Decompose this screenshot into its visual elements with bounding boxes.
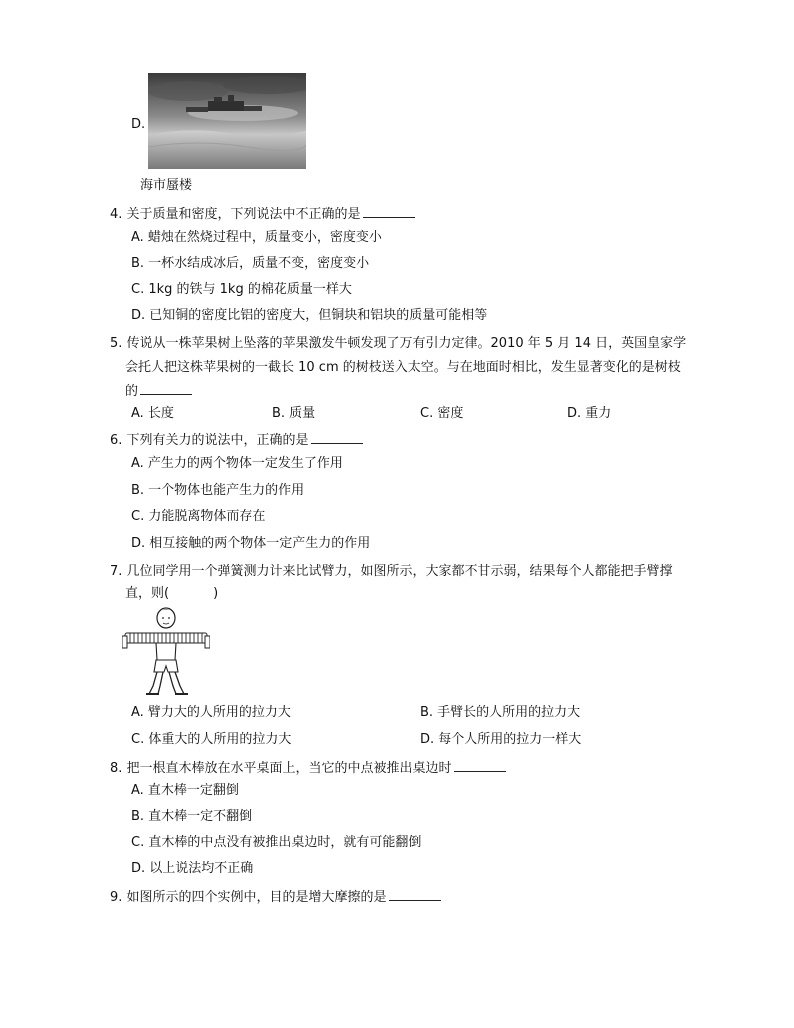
q8-option-b: B. 直木棒一定不翻倒 (131, 809, 253, 824)
q5-stem-line2: 会托人把这株苹果树的一截长 10 cm 的树枝送入太空。与在地面时相比，发生显著变化的是树枝 (125, 360, 681, 375)
q5-option-c: C. 密度 (420, 406, 464, 421)
q3-option-d-label: D. (131, 117, 146, 132)
q4-stem (110, 205, 415, 224)
q7-stem-line2-b: ) (213, 586, 219, 601)
q3-image-caption: 海市蜃楼 (140, 178, 193, 193)
q7-option-c: C. 体重大的人所用的拉力大 (131, 732, 292, 747)
q7-stem-line1: 7. 几位同学用一个弹簧测力计来比试臂力，如图所示，大家都不甘示弱，结果每个人都能把手臂撑 (110, 564, 673, 579)
q8-option-a: A. 直木棒一定翻倒 (131, 783, 239, 798)
q8-stem (110, 759, 506, 778)
mirage-photo (148, 73, 306, 169)
answer-blank (363, 205, 415, 218)
q8-option-d: D. 以上说法均不正确 (131, 861, 254, 876)
q5-stem-line3 (125, 382, 192, 401)
answer-blank (389, 888, 441, 901)
q5-option-d: D. 重力 (567, 406, 612, 421)
q6-option-a: A. 产生力的两个物体一定发生了作用 (131, 456, 343, 471)
q4-option-c: C. 1kg 的铁与 1kg 的棉花质量一样大 (131, 282, 352, 297)
q7-stem-line2 (125, 585, 218, 603)
answer-blank (311, 431, 363, 444)
q7-option-a: A. 臂力大的人所用的拉力大 (131, 705, 291, 720)
q5-stem-line3-text: 的 (125, 384, 139, 399)
answer-blank (454, 759, 506, 772)
q6-option-b: B. 一个物体也能产生力的作用 (131, 483, 305, 498)
q9-stem-text: 9. 如图所示的四个实例中，目的是增大摩擦的是 (110, 890, 387, 905)
q6-stem (110, 431, 363, 450)
q4-option-a: A. 蜡烛在然烧过程中，质量变小，密度变小 (131, 230, 382, 245)
q5-option-a: A. 长度 (131, 406, 174, 421)
q4-stem-text: 4. 关于质量和密度，下列说法中不正确的是 (110, 207, 361, 222)
q7-option-b: B. 手臂长的人所用的拉力大 (420, 705, 581, 720)
q8-stem-text: 8. 把一根直木棒放在水平桌面上，当它的中点被推出桌边时 (110, 761, 452, 776)
q8-option-c: C. 直木棒的中点没有被推出桌边时，就有可能翻倒 (131, 835, 422, 850)
q7-option-d: D. 每个人所用的拉力一样大 (420, 732, 582, 747)
spring-scale-person-figure (122, 606, 210, 698)
q6-option-d: D. 相互接触的两个物体一定产生力的作用 (131, 536, 371, 551)
q7-stem-line2-a: 直，则( (125, 586, 170, 601)
q6-stem-text: 6. 下列有关力的说法中，正确的是 (110, 433, 309, 448)
q5-option-b: B. 质量 (272, 406, 316, 421)
q4-option-d: D. 已知铜的密度比铝的密度大，但铜块和铝块的质量可能相等 (131, 308, 488, 323)
answer-blank (140, 382, 192, 395)
q6-option-c: C. 力能脱离物体而存在 (131, 509, 266, 524)
q9-stem (110, 888, 441, 907)
q4-option-b: B. 一杯水结成冰后，质量不变，密度变小 (131, 256, 370, 271)
q5-stem-line1: 5. 传说从一株苹果树上坠落的苹果激发牛顿发现了万有引力定律。2010 年 5 月 14 日，英国皇家学 (110, 336, 687, 351)
